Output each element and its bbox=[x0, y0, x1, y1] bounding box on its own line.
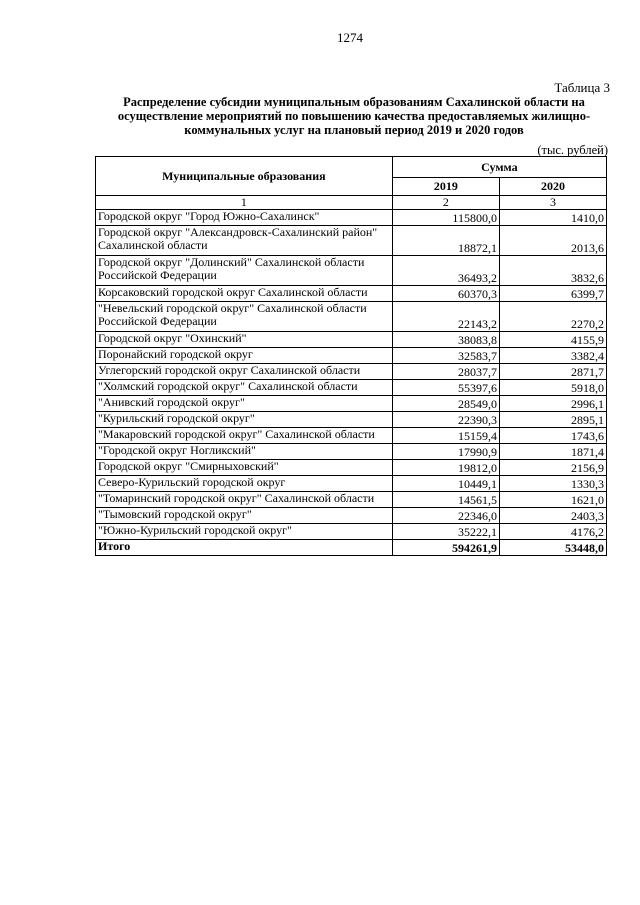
amount-2019: 15159,4 bbox=[392, 428, 499, 444]
table-title: Распределение субсидии муниципальным образованиям Сахалинской области на осуществление мероприятий по повышению качества предоставляемых жилищно-коммунальных услуг на плановый период 2019 и 2020 годов bbox=[117, 95, 591, 137]
table-label: Таблица 3 bbox=[554, 80, 610, 95]
header-municipalities: Муниципальные образования bbox=[96, 157, 393, 196]
amount-2019: 19812,0 bbox=[392, 460, 499, 476]
amount-2019: 38083,8 bbox=[392, 332, 499, 348]
amount-2020: 5918,0 bbox=[499, 380, 606, 396]
amount-2020: 2013,6 bbox=[499, 226, 606, 256]
amount-2020: 3832,6 bbox=[499, 256, 606, 286]
amount-2019: 10449,1 bbox=[392, 476, 499, 492]
column-number: 1 bbox=[96, 196, 393, 210]
column-number: 2 bbox=[392, 196, 499, 210]
amount-2019: 14561,5 bbox=[392, 492, 499, 508]
amount-2019: 22390,3 bbox=[392, 412, 499, 428]
amount-2020: 2403,3 bbox=[499, 508, 606, 524]
municipality-name: "Анивский городской округ" bbox=[96, 396, 393, 412]
amount-2020: 2895,1 bbox=[499, 412, 606, 428]
page-number: 1274 bbox=[337, 30, 363, 45]
amount-2020: 4155,9 bbox=[499, 332, 606, 348]
table-row bbox=[96, 460, 607, 476]
table-row bbox=[96, 444, 607, 460]
table-row bbox=[96, 286, 607, 302]
amount-2020: 1743,6 bbox=[499, 428, 606, 444]
table-row bbox=[96, 302, 607, 332]
table-row bbox=[96, 348, 607, 364]
amount-2020: 3382,4 bbox=[499, 348, 606, 364]
subsidy-table bbox=[95, 156, 607, 556]
amount-2019: 36493,2 bbox=[392, 256, 499, 286]
total-2020: 53448,0 bbox=[499, 540, 606, 556]
table-row bbox=[96, 412, 607, 428]
header-year-2019: 2019 bbox=[392, 178, 499, 196]
amount-2020: 1410,0 bbox=[499, 210, 606, 226]
amount-2020: 1871,4 bbox=[499, 444, 606, 460]
amount-2020: 2871,7 bbox=[499, 364, 606, 380]
amount-2019: 18872,1 bbox=[392, 226, 499, 256]
municipality-name: "Тымовский городской округ" bbox=[96, 508, 393, 524]
municipality-name: "Городской округ Ногликский" bbox=[96, 444, 393, 460]
table-row bbox=[96, 492, 607, 508]
amount-2020: 6399,7 bbox=[499, 286, 606, 302]
municipality-name: Корсаковский городской округ Сахалинской области bbox=[96, 286, 393, 302]
table-row bbox=[96, 428, 607, 444]
table-row bbox=[96, 210, 607, 226]
units-label: (тыс. рублей) bbox=[537, 143, 608, 157]
table-row bbox=[96, 332, 607, 348]
municipality-name: "Южно-Курильский городской округ" bbox=[96, 524, 393, 540]
municipality-name: Городской округ "Город Южно-Сахалинск" bbox=[96, 210, 393, 226]
total-2019: 594261,9 bbox=[392, 540, 499, 556]
table-row bbox=[96, 508, 607, 524]
municipality-name: Углегорский городской округ Сахалинской области bbox=[96, 364, 393, 380]
municipality-name: "Холмский городской округ" Сахалинской области bbox=[96, 380, 393, 396]
amount-2019: 115800,0 bbox=[392, 210, 499, 226]
table-row bbox=[96, 364, 607, 380]
column-number: 3 bbox=[499, 196, 606, 210]
municipality-name: Северо-Курильский городской округ bbox=[96, 476, 393, 492]
amount-2019: 32583,7 bbox=[392, 348, 499, 364]
table-row bbox=[96, 256, 607, 286]
table-row bbox=[96, 396, 607, 412]
municipality-name: Городской округ "Смирныховский" bbox=[96, 460, 393, 476]
total-label: Итого bbox=[96, 540, 393, 556]
municipality-name: "Томаринский городской округ" Сахалинской области bbox=[96, 492, 393, 508]
column-number-row bbox=[96, 196, 607, 210]
municipality-name: Городской округ "Охинский" bbox=[96, 332, 393, 348]
amount-2019: 28037,7 bbox=[392, 364, 499, 380]
municipality-name: "Макаровский городской округ" Сахалинской области bbox=[96, 428, 393, 444]
municipality-name: "Невельский городской округ" Сахалинской области Российской Федерации bbox=[96, 302, 393, 332]
amount-2019: 60370,3 bbox=[392, 286, 499, 302]
amount-2020: 4176,2 bbox=[499, 524, 606, 540]
table-row bbox=[96, 226, 607, 256]
table-row bbox=[96, 380, 607, 396]
amount-2020: 1330,3 bbox=[499, 476, 606, 492]
amount-2019: 35222,1 bbox=[392, 524, 499, 540]
amount-2019: 17990,9 bbox=[392, 444, 499, 460]
amount-2020: 2996,1 bbox=[499, 396, 606, 412]
amount-2020: 1621,0 bbox=[499, 492, 606, 508]
total-row bbox=[96, 540, 607, 556]
municipality-name: Городской округ "Долинский" Сахалинской области Российской Федерации bbox=[96, 256, 393, 286]
municipality-name: Городской округ "Александровск-Сахалинский район" Сахалинской области bbox=[96, 226, 393, 256]
amount-2020: 2270,2 bbox=[499, 302, 606, 332]
municipality-name: Поронайский городской округ bbox=[96, 348, 393, 364]
table-row bbox=[96, 524, 607, 540]
amount-2019: 22143,2 bbox=[392, 302, 499, 332]
amount-2020: 2156,9 bbox=[499, 460, 606, 476]
amount-2019: 28549,0 bbox=[392, 396, 499, 412]
table-row bbox=[96, 476, 607, 492]
amount-2019: 55397,6 bbox=[392, 380, 499, 396]
header-year-2020: 2020 bbox=[499, 178, 606, 196]
amount-2019: 22346,0 bbox=[392, 508, 499, 524]
header-sum: Сумма bbox=[392, 157, 606, 178]
municipality-name: "Курильский городской округ" bbox=[96, 412, 393, 428]
